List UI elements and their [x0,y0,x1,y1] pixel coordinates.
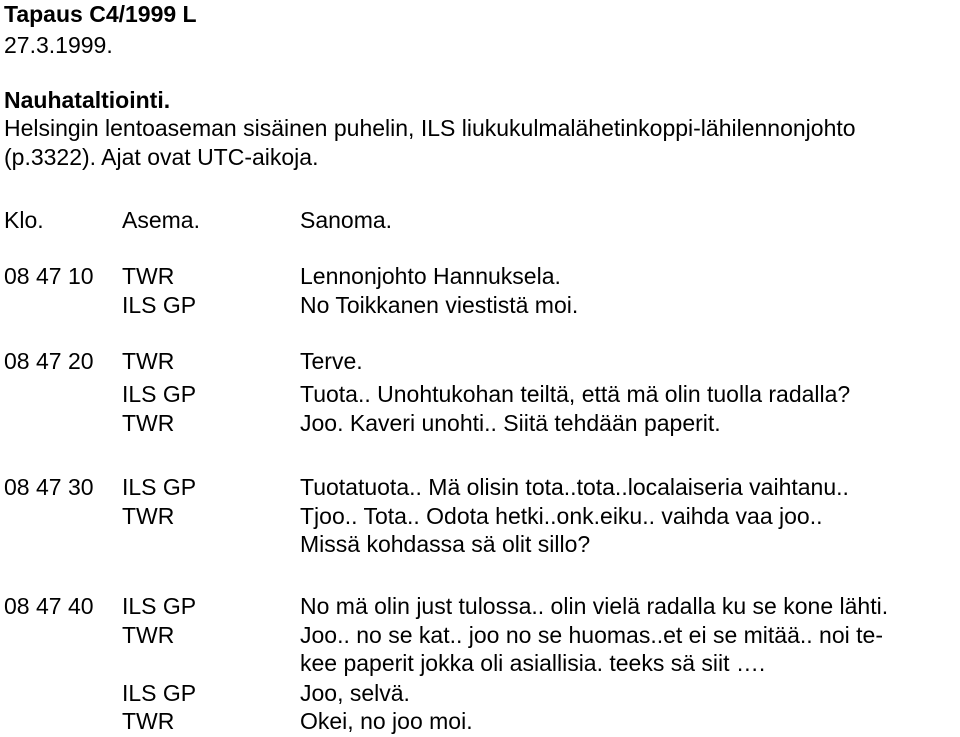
row-time: 08 47 40 [4,593,94,619]
transcript-row [0,347,960,376]
transcript-row [0,262,960,291]
section-title: Nauhataltiointi. [4,87,171,113]
column-header-time: Klo. [4,207,44,233]
row-station: TWR [122,410,175,436]
transcript-row [0,291,960,320]
description-line-2: (p.3322). Ajat ovat UTC-aikoja. [4,144,319,170]
description-line-1: Helsingin lentoaseman sisäinen puhelin, ILS liukukulmalähetinkoppi-lähilennonjohto [4,115,856,141]
column-header-message: Sanoma. [300,207,393,233]
row-message: Joo, selvä. [300,680,410,706]
transcript-row [0,473,960,502]
transcript-row [0,502,960,531]
row-message: Joo. Kaveri unohti.. Siitä tehdään paperit. [300,410,721,436]
row-time: 08 47 30 [4,474,94,500]
row-station: TWR [122,708,175,734]
row-message: Joo.. no se kat.. joo no se huomas..et ei se mitää.. noi te- [300,622,883,648]
row-time: 08 47 20 [4,348,94,374]
row-message: Tuotatuota.. Mä olisin tota..tota..localaiseria vaihtanu.. [300,474,849,500]
row-message: kee paperit jokka oli asiallisia. teeks sä siit …. [300,650,766,676]
row-station: ILS GP [122,680,197,706]
row-message: Tjoo.. Tota.. Odota hetki..onk.eiku.. vaihda vaa joo.. [300,503,823,529]
transcript-row [0,649,960,678]
column-header-station: Asema. [122,207,200,233]
row-message: Missä kohdassa sä olit sillo? [300,531,591,557]
row-station: ILS GP [122,292,197,318]
row-station: ILS GP [122,474,197,500]
row-message: No Toikkanen viestistä moi. [300,292,579,318]
transcript-row [0,679,960,708]
row-message: Tuota.. Unohtukohan teiltä, että mä olin tuolla radalla? [300,381,851,407]
row-station: TWR [122,348,175,374]
row-time: 08 47 10 [4,263,94,289]
case-date: 27.3.1999. [4,32,113,58]
row-station: ILS GP [122,593,197,619]
transcript-row [0,592,960,621]
row-station: TWR [122,622,175,648]
transcript-row [0,530,960,559]
transcript-row [0,621,960,650]
row-message: Terve. [300,348,363,374]
transcript-row [0,409,960,438]
row-message: Lennonjohto Hannuksela. [300,263,561,289]
row-station: TWR [122,503,175,529]
column-headers [0,206,960,235]
row-station: ILS GP [122,381,197,407]
row-message: Okei, no joo moi. [300,708,473,734]
row-message: No mä olin just tulossa.. olin vielä radalla ku se kone lähti. [300,593,889,619]
transcript-row [0,380,960,409]
case-title: Tapaus C4/1999 L [4,1,197,27]
transcript-row [0,707,960,736]
row-station: TWR [122,263,175,289]
